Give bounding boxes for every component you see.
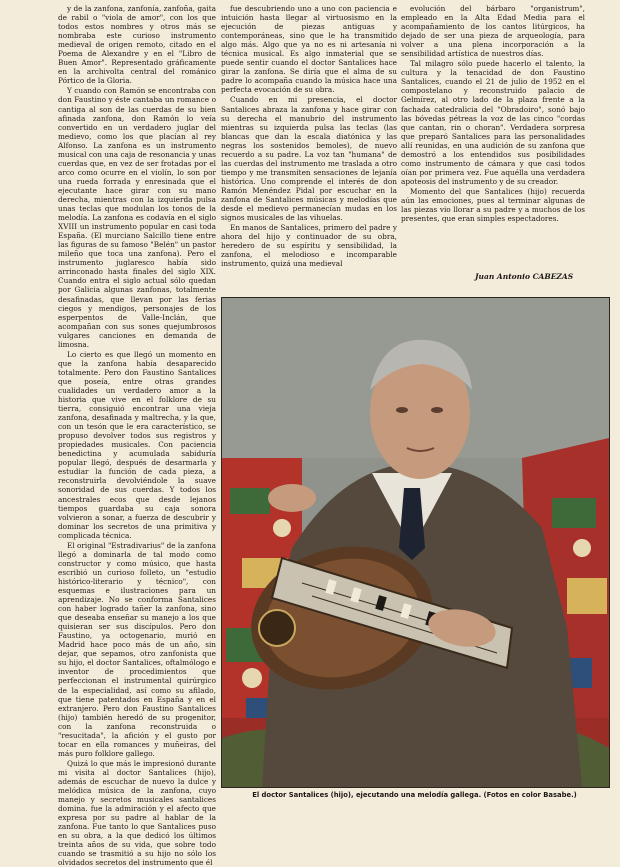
article-paragraph: Quizá lo que más le impresionó durante mi visita al doctor Santalices (hijo), además de escuchar de nuevo la dulce y melódica música de la zanfona, cuyo manejo y secretos musicales santalices domina. fue la admiración y el afecto que expresa por su padre al hablar de la zanfona. Fue tanto lo que Santalices puso en su obra, a la que dedicó los últimos treinta años de su vida, que sobre todo cuando se trasmitió a su hijo no sólo los olvidados secretos del instrumento que él <box>58 758 216 867</box>
article-paragraph: fue descubriendo uno a uno con paciencia e intuición hasta llegar al virtuosismo en la ejecución de piezas antiguas y contemporáneas, sino que le ha transmitido algo más. Algo que ya no es ni artesanía ni técnica musical. Es algo inmaterial que se puede sentir cuando el doctor Santalices hace girar la zanfona. Se diría que el alma de su padre lo acompaña cuando la música hace una perfecta evocación de su obra. <box>221 4 397 95</box>
article-column-middle <box>221 4 397 290</box>
article-paragraph: Tal milagro sólo puede hacerlo el talento, la cultura y la tenacidad de don Faustino Santalices, cuando el 21 de julio de 1952 en el compostelano y reconstruido palacio de Gelmírez, al otro lado de la plaza frente a la fachada catedralicia del "Obradoiro", sonó bajo las bóvedas pétreas la voz de las cinco "cordas que cantan, rin o choran". Verdadera sorpresa que preparó Santalices para las personalidades allí reunidas, en una audición de su zanfona que demostró a los entendidos sus posibilidades como instrumento de cámara y que casi todos oían por primera vez. Fue aquélla una verdadera apoteosis del instrumento y de su creador. <box>401 59 585 186</box>
article-paragraph: Y cuando con Ramón se encontraba con don Faustino y éste cantaba un romance o cantiga al son de las cuerdas de su bien afinada zanfona, don Ramón lo veía convertido en un verdadero juglar del medievo, como los que placían al rey Alfonso. La zanfona es un instrumento musical con una caja de resonancia y unas cuerdas que, en vez de ser frotadas por el arco como ocurre en el violín, lo son por una rueda forrada y enresinada que el ejecutante hace girar con su mano derecha, mientras con la izquierda pulsa unas teclas que modulan los tonos de la melodía. La zanfona es codavía en el siglo XVIII un instrumento popular en casi toda España. (El murciano Salcillo tiene entre las figuras de su famoso "Belén" un pastor mileño que toca una zanfona). Pero el instrumento juglaresco había sido arrinconado hasta finales del siglo XIX. Cuando entra el siglo actual sólo quedan por Galicia algunas zanfonas, totalmente desafinadas, que llevan por las ferias ciegos y mendigos, personajes de los esperpentos de Valle-Inclán, que acompañan con sus sones quejumbrosos vulgares canciones en demanda de limosna. <box>58 86 216 349</box>
author-signature: Juan Antonio CABEZAS <box>475 272 574 281</box>
man-left-hand <box>268 484 316 512</box>
article-column-right <box>401 4 585 290</box>
article-paragraph: Momento del que Santalices (hijo) recuerda aún las emociones, pues al terminar algunas de las piezas vio llorar a su padre y a muchos de los presentes, que eran simples espectadores. <box>401 186 585 224</box>
photo-illustration <box>222 298 609 787</box>
article-paragraph: evolución del bárbaro "organistrum", empleado en la Alta Edad Media para el acompañamiento de los cantos litúrgicos, ha dejado de ser una pieza de arqueología, para volver a una plena incorporación a la sensibilidad artística de nuestros días. <box>401 4 585 59</box>
photo-caption: El doctor Santalices (hijo), ejecutando una melodía gallega. (Fotos en color Basabe.) <box>252 791 577 799</box>
photo-musician-hurdy-gurdy <box>221 297 610 788</box>
article-paragraph: El original "Estradivarius" de la zanfona llegó a dominarla de tal modo como constructor y como músico, que hasta escribió un curioso folleto, un "estudio histórico-literario y técnico", con esquemas e ilustraciones para un aprendizaje. No se conforma Santalices con haber logrado tañer la zanfona, sino que deseaba enseñar su manejo a los que quisieran ser sus discípulos. Pero don Faustino, ya octogenario, murió en Madrid hace poco más de un año, sin dejar, que sepamos, otro zanfonista que su hijo, el doctor Santalices, oftalmólogo e inventor de procedimientos que perfeccionan el instrumental quirúrgico de la especialidad, así como su afilado, que tiene patentados en España y en el extranjero. Pero don Faustino Santalices (hijo) también heredó de su progenitor, con la zanfona reconstruida o "resucitada", la afición y el gusto por tocar en ella romances y muñeiras, del más puro folklore gallego. <box>58 540 216 758</box>
article-paragraph: y de la zanfona, zanfonía, zanfoña, gaita de rabil o "viola de amor", con los que todos estos nombres y otros más se nombraba este curioso instrumento medieval de origen remoto, citado en el Poema de Alexandre y en el "Libro de Buen Amor". Representado gráficamente en la archivolta central del románico Pórtico de la Gloria. <box>58 4 216 86</box>
article-paragraph: En manos de Santalices, primero del padre y ahora del hijo y continuador de su obra, heredero de su espíritu y sensibilidad, la zanfona, el melodioso e incomparable instrumento, quizá una medieval <box>221 223 397 269</box>
article-paragraph: Lo cierto es que llegó un momento en que la zanfona había desaparecido totalmente. Pero don Faustino Santalices que poseía, entre otras grandes cualidades un verdadero amor a la historia que vive en el folklore de su tierra, consiguió encontrar una vieja zanfona, desafinada y maltrecha, y la que, con un tesón que le era característico, se propuso devolver todos sus registros y propiedades musicales. Con paciencia benedictina y acumulada sabiduría popular llegó, después de desarmarla y estudiar la función de cada pieza, a reconstruirla devolviéndole la suave sonoridad de sus cuerdas. Y todos los ancestrales ecos que desde lejanos tiempos guardaba su caja sonora volvieron a sonar, a fuerza de descubrir y dominar los secretos de una primitiva y complicada técnica. <box>58 349 216 540</box>
article-paragraph: Cuando en mi presencia, el doctor Santalices abraza la zanfona y hace girar con su derecha el manubrio del instrumento mientras su izquierda pulsa las teclas (las blancas que dan la escala diatónica y las negras los sostenidos bemoles), de nuevo recuerdo a su padre. La voz tan "humana" de las cuerdas del instrumento me traslada a otro tiempo y me transmiten sensaciones de lejanía histórica. Uno comprende el interés de don Ramón Menéndez Pidal por escuchar en la zanfona de Santalices músicas y melodías que desde el medievo permanecían mudas en los signos musicales de las vihuelas. <box>221 95 397 223</box>
article-column-left <box>58 4 216 867</box>
